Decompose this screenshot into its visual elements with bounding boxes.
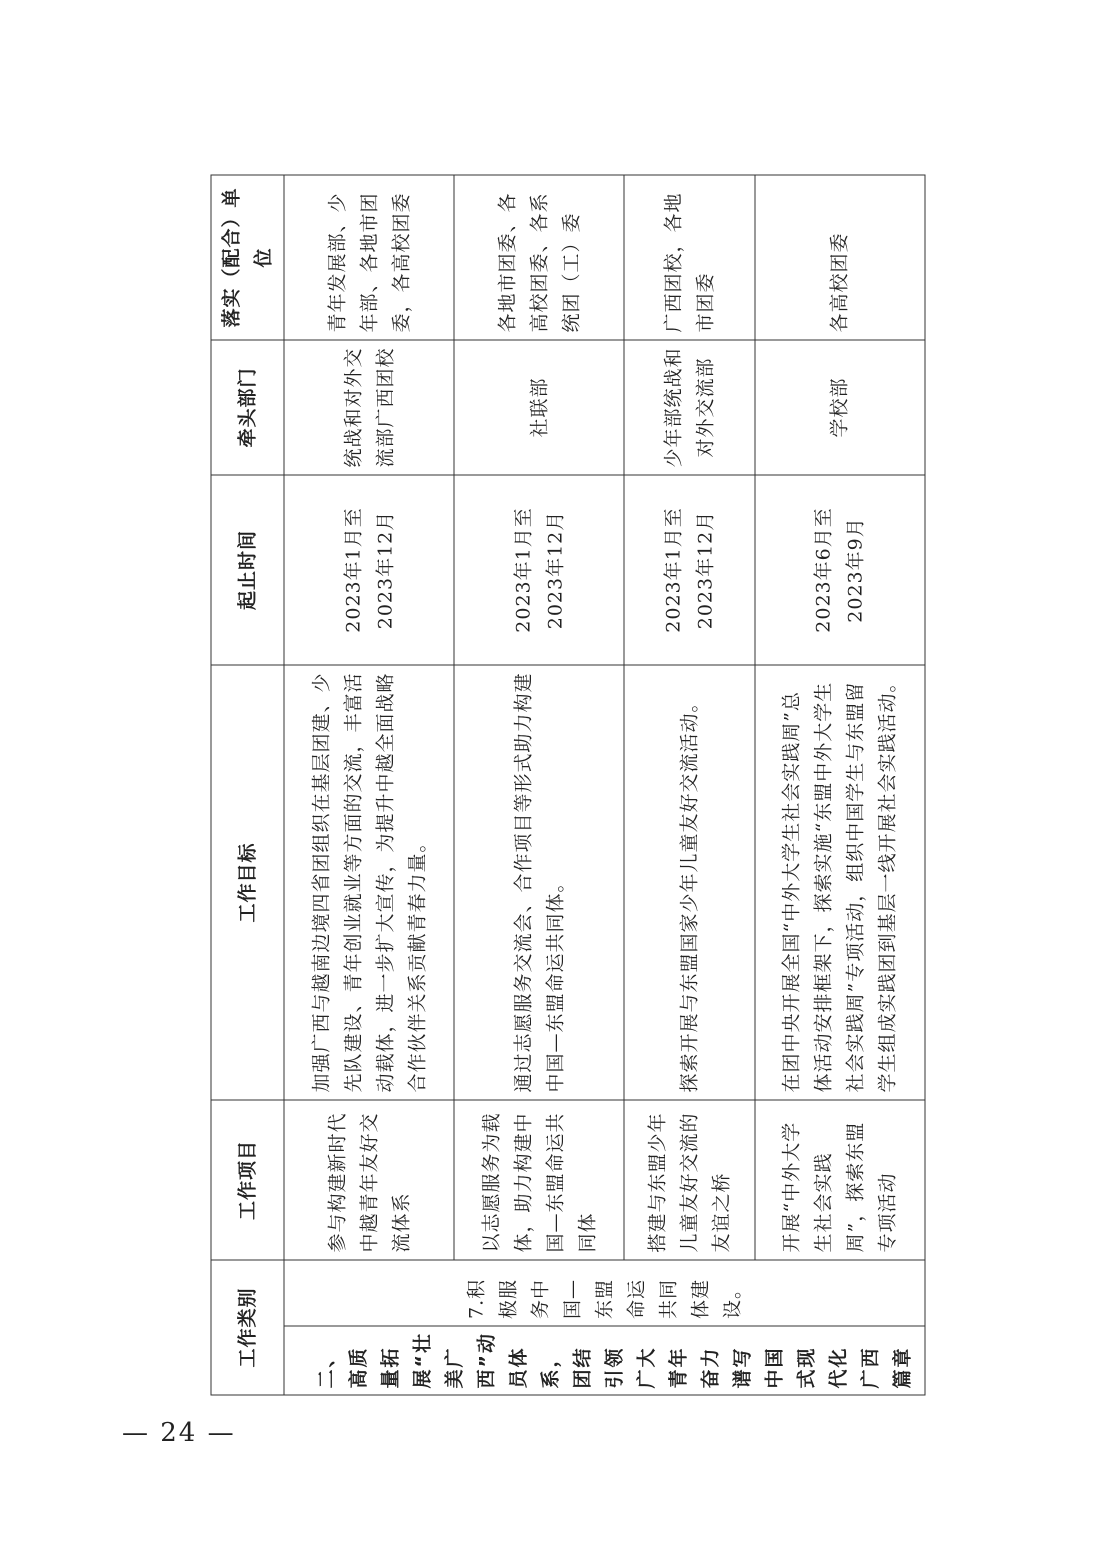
units-cell: 各高校团委 — [754, 175, 924, 340]
page-number: — 24 — — [122, 1418, 236, 1448]
time-cell — [454, 475, 624, 665]
lead-cell: 统战和对外交流部广西团校 — [284, 340, 454, 475]
goal-cell: 探索开展与东盟国家少年儿童友好交流活动。 — [624, 665, 754, 1100]
units-cell: 广西团校，各地市团委 — [624, 175, 754, 340]
project-cell: 参与构建新时代中越青年友好交流体系 — [284, 1100, 454, 1260]
header-time: 起止时间 — [211, 475, 284, 665]
category-main-text: 二、高质量拓展“壮美广西”动员体系，团结引领广大青年奋力谱写中国式现代化广西篇章 — [315, 1331, 913, 1388]
lead-cell: 社联部 — [454, 340, 624, 475]
table-header-row — [211, 175, 284, 1395]
time-start: 2023年1月至 — [341, 506, 364, 633]
units-cell: 各地市团委、各高校团委、各系统团（工）委 — [454, 175, 624, 340]
rotated-table-wrapper — [210, 175, 925, 1395]
goal-cell: 在团中央开展全国“中外大学生社会实践周”总体活动安排框架下，探索实施“东盟中外大学生社会实践周”专项活动，组织中国学生与东盟留学生组成实践团到基层一线开展社会实践活动。 — [754, 665, 924, 1100]
header-units: 落实（配合）单位 — [211, 175, 284, 340]
goal-cell: 加强广西与越南边境四省团组织在基层团建、少先队建设、青年创业就业等方面的交流，丰富活动载体，进一步扩大宣传，为提升中越全面战略合作伙伴关系贡献青春力量。 — [284, 665, 454, 1100]
time-start: 2023年6月至 — [812, 506, 835, 633]
time-end: 2023年12月 — [694, 510, 717, 629]
time-start: 2023年1月至 — [511, 506, 534, 633]
project-cell: 搭建与东盟少年儿童友好交流的友谊之桥 — [624, 1100, 754, 1260]
table-row — [754, 175, 924, 1395]
project-cell: 开展“中外大学生社会实践周”，探索东盟专项活动 — [754, 1100, 924, 1260]
time-cell — [754, 475, 924, 665]
work-plan-table — [210, 174, 925, 1395]
table-row — [624, 175, 754, 1395]
category-sub-text: 7.积极服务中国—东盟命运共同体建设。 — [465, 1278, 743, 1319]
header-goal: 工作目标 — [211, 665, 284, 1100]
category-cell — [284, 1260, 925, 1395]
table-row — [454, 175, 624, 1395]
time-cell — [284, 475, 454, 665]
lead-cell: 少年部统战和对外交流部 — [624, 340, 754, 475]
table-row — [284, 175, 454, 1395]
time-start: 2023年1月至 — [662, 506, 685, 633]
time-end: 2023年9月 — [844, 516, 867, 623]
header-project: 工作项目 — [211, 1100, 284, 1260]
units-cell: 青年发展部、少年部、各地市团委，各高校团委 — [284, 175, 454, 340]
time-end: 2023年12月 — [373, 510, 396, 629]
goal-cell: 通过志愿服务交流会、合作项目等形式助力构建中国—东盟命运共同体。 — [454, 665, 624, 1100]
time-end: 2023年12月 — [543, 510, 566, 629]
lead-cell: 学校部 — [754, 340, 924, 475]
header-category: 工作类别 — [211, 1260, 284, 1395]
time-cell — [624, 475, 754, 665]
header-lead-dept: 牵头部门 — [211, 340, 284, 475]
project-cell: 以志愿服务为载体，助力构建中国—东盟命运共同体 — [454, 1100, 624, 1260]
